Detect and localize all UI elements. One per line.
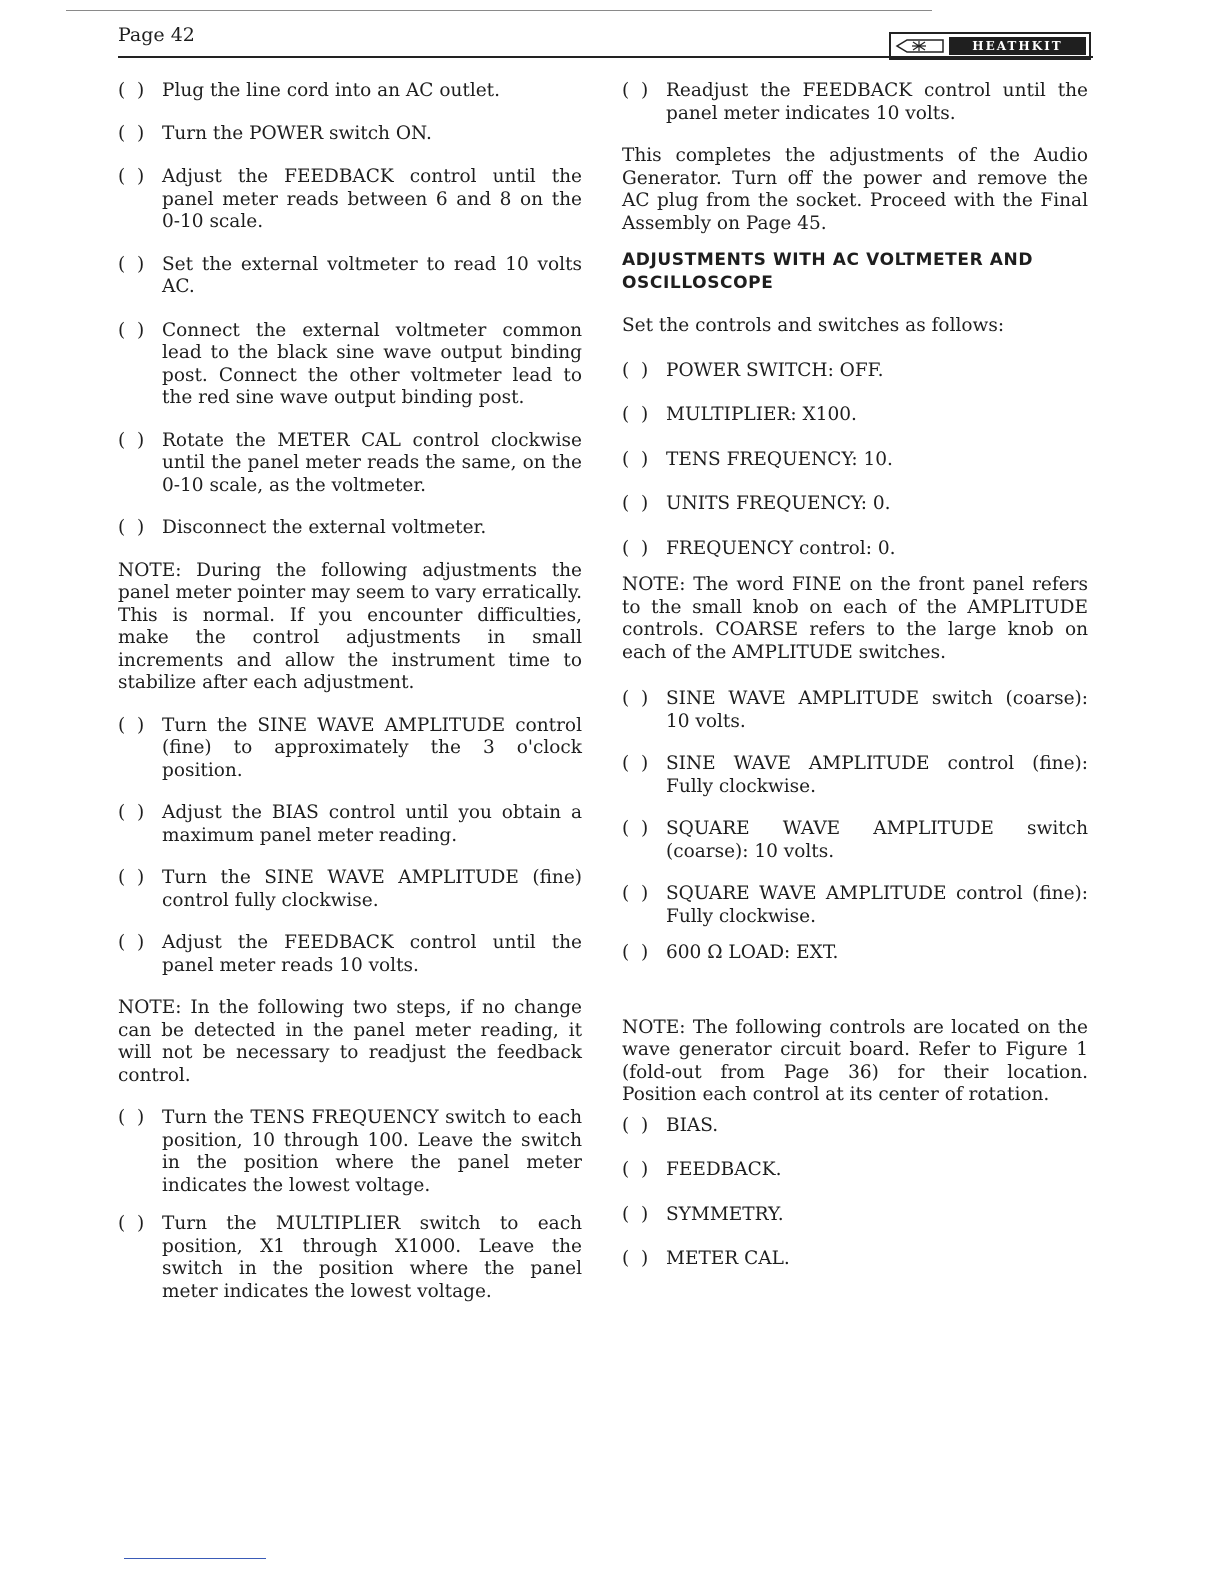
note-paragraph: NOTE: During the following adjustments the panel meter pointer may seem to vary erratically. This is normal. If you encounter difficulties, make the control adjustments in small increments and allow the instrument time to stabilize after each adjustment. bbox=[118, 559, 582, 693]
setting-text: METER CAL. bbox=[666, 1248, 790, 1269]
step-text: Readjust the FEEDBACK control until the panel meter indicates 10 volts. bbox=[666, 80, 1088, 124]
checkbox-marker[interactable]: ( ) bbox=[622, 493, 649, 514]
page-header bbox=[118, 22, 1093, 62]
checkbox-marker[interactable]: ( ) bbox=[622, 1114, 649, 1136]
setting-item bbox=[622, 753, 1088, 798]
step-item bbox=[622, 80, 1088, 125]
section-heading: ADJUSTMENTS WITH AC VOLTMETER AND OSCILLOSCOPE bbox=[622, 250, 1034, 293]
checkbox-marker[interactable]: ( ) bbox=[622, 359, 649, 381]
checkbox-marker[interactable]: ( ) bbox=[622, 537, 649, 559]
step-text: Set the external voltmeter to read 10 volts AC. bbox=[162, 253, 582, 297]
setting-text: TENS FREQUENCY: 10. bbox=[666, 448, 893, 470]
step-text: Turn the SINE WAVE AMPLITUDE (fine) control fully clockwise. bbox=[162, 867, 582, 911]
setting-item bbox=[622, 493, 1088, 516]
checkbox-marker[interactable]: ( ) bbox=[118, 429, 145, 451]
step-item bbox=[118, 932, 582, 977]
step-item bbox=[118, 166, 582, 234]
checkbox-marker[interactable]: ( ) bbox=[118, 714, 145, 736]
checkbox-marker[interactable]: ( ) bbox=[118, 867, 145, 888]
setting-item bbox=[622, 360, 1088, 383]
left-column bbox=[118, 80, 582, 1303]
setting-item bbox=[622, 538, 1088, 561]
checkbox-marker[interactable]: ( ) bbox=[118, 253, 145, 275]
setting-item bbox=[622, 1204, 1088, 1227]
checkbox-marker[interactable]: ( ) bbox=[622, 1248, 649, 1269]
brand-name: HEATHKIT bbox=[949, 37, 1086, 55]
step-item bbox=[118, 123, 582, 146]
step-item bbox=[118, 802, 582, 847]
setting-text: FEEDBACK. bbox=[666, 1159, 782, 1180]
intro-text: Set the controls and switches as follows: bbox=[622, 315, 1005, 336]
step-text: Turn the TENS FREQUENCY switch to each position, 10 through 100. Leave the switch in the position where the panel meter indicates the lowest voltage. bbox=[162, 1107, 582, 1196]
setting-text: BIAS. bbox=[666, 1114, 719, 1136]
step-text: Turn the SINE WAVE AMPLITUDE control (fine) to approximately the 3 o'clock position. bbox=[162, 714, 582, 781]
note-paragraph: NOTE: The following controls are located on the wave generator circuit board. Refer to Figure 1 (fold-out from Page 36) for their location. Position each control at its center of rotation. bbox=[622, 1016, 1088, 1105]
top-scan-line bbox=[66, 10, 932, 11]
setting-item bbox=[622, 1115, 1088, 1138]
setting-text: SYMMETRY. bbox=[666, 1203, 784, 1225]
checkbox-marker[interactable]: ( ) bbox=[118, 932, 145, 953]
checkbox-marker[interactable]: ( ) bbox=[622, 448, 649, 470]
checkbox-marker[interactable]: ( ) bbox=[622, 1203, 649, 1225]
setting-text: SQUARE WAVE AMPLITUDE switch (coarse): 10 volts. bbox=[666, 818, 1088, 862]
setting-text: 600 Ω LOAD: EXT. bbox=[666, 942, 839, 963]
step-item bbox=[118, 80, 582, 103]
setting-text: SQUARE WAVE AMPLITUDE control (fine): Fully clockwise. bbox=[666, 883, 1088, 927]
checkbox-marker[interactable]: ( ) bbox=[118, 166, 145, 187]
page-number: Page 42 bbox=[118, 24, 195, 46]
setting-item bbox=[622, 1248, 1088, 1271]
checkbox-marker[interactable]: ( ) bbox=[118, 802, 145, 823]
setting-item bbox=[622, 449, 1088, 472]
checkbox-marker[interactable]: ( ) bbox=[622, 1159, 649, 1180]
setting-text: MULTIPLIER: X100. bbox=[666, 404, 857, 425]
checkbox-marker[interactable]: ( ) bbox=[622, 818, 649, 839]
checkbox-marker[interactable]: ( ) bbox=[622, 404, 649, 425]
checkbox-marker[interactable]: ( ) bbox=[622, 942, 649, 963]
checkbox-marker[interactable]: ( ) bbox=[118, 1213, 145, 1234]
setting-item bbox=[622, 404, 1088, 427]
checkbox-marker[interactable]: ( ) bbox=[118, 80, 145, 101]
step-item bbox=[118, 1107, 582, 1197]
step-item bbox=[118, 254, 582, 299]
setting-text: POWER SWITCH: OFF. bbox=[666, 359, 884, 381]
step-item bbox=[118, 430, 582, 498]
step-item bbox=[118, 715, 582, 783]
checkbox-marker[interactable]: ( ) bbox=[118, 122, 145, 144]
checkbox-marker[interactable]: ( ) bbox=[622, 688, 649, 709]
setting-item bbox=[622, 818, 1088, 863]
checkbox-marker[interactable]: ( ) bbox=[622, 80, 649, 101]
checkbox-marker[interactable]: ( ) bbox=[622, 753, 649, 774]
step-text: Adjust the FEEDBACK control until the panel meter reads between 6 and 8 on the 0-10 scale. bbox=[162, 166, 582, 232]
right-column bbox=[622, 80, 1088, 1271]
step-text: Disconnect the external voltmeter. bbox=[162, 517, 487, 538]
setting-item bbox=[622, 1159, 1088, 1182]
setting-item bbox=[622, 883, 1088, 928]
setting-text: SINE WAVE AMPLITUDE control (fine): Fully clockwise. bbox=[666, 753, 1088, 797]
setting-item bbox=[622, 688, 1088, 733]
step-text: Turn the MULTIPLIER switch to each position, X1 through X1000. Leave the switch in the position where the panel meter indicates the lowest voltage. bbox=[162, 1213, 582, 1302]
checkbox-marker[interactable]: ( ) bbox=[118, 319, 145, 341]
setting-item bbox=[622, 942, 1088, 965]
completion-paragraph: This completes the adjustments of the Audio Generator. Turn off the power and remove the AC plug from the socket. Proceed with the Final Assembly on Page 45. bbox=[622, 145, 1088, 234]
note-paragraph: NOTE: The word FINE on the front panel refers to the small knob on each of the AMPLITUDE controls. COARSE refers to the large knob on each of the AMPLITUDE switches. bbox=[622, 574, 1088, 663]
step-text: Connect the external voltmeter common lead to the black sine wave output binding post. Connect the other voltmeter lead to the red sine wave output binding post. bbox=[162, 319, 582, 408]
footer-mark-line bbox=[124, 1558, 266, 1559]
step-item bbox=[118, 867, 582, 912]
step-item bbox=[118, 320, 582, 410]
heathkit-emblem-icon bbox=[894, 37, 946, 55]
note-paragraph: NOTE: In the following two steps, if no change can be detected in the panel meter reading, it will not be necessary to readjust the feedback control. bbox=[118, 997, 582, 1086]
checkbox-marker[interactable]: ( ) bbox=[118, 1107, 145, 1128]
step-text: Adjust the BIAS control until you obtain a maximum panel meter reading. bbox=[162, 802, 582, 846]
step-item bbox=[118, 1213, 582, 1303]
step-item bbox=[118, 517, 582, 540]
checkbox-marker[interactable]: ( ) bbox=[118, 517, 145, 538]
checkbox-marker[interactable]: ( ) bbox=[622, 883, 649, 904]
header-rule bbox=[118, 56, 1093, 58]
setting-text: UNITS FREQUENCY: 0. bbox=[666, 493, 891, 514]
step-text: Adjust the FEEDBACK control until the panel meter reads 10 volts. bbox=[162, 932, 582, 976]
step-text: Turn the POWER switch ON. bbox=[162, 122, 432, 144]
step-text: Rotate the METER CAL control clockwise until the panel meter reads the same, on the 0-10 scale, as the voltmeter. bbox=[162, 429, 582, 496]
step-text: Plug the line cord into an AC outlet. bbox=[162, 80, 500, 101]
setting-text: FREQUENCY control: 0. bbox=[666, 537, 896, 559]
setting-text: SINE WAVE AMPLITUDE switch (coarse): 10 volts. bbox=[666, 688, 1088, 732]
